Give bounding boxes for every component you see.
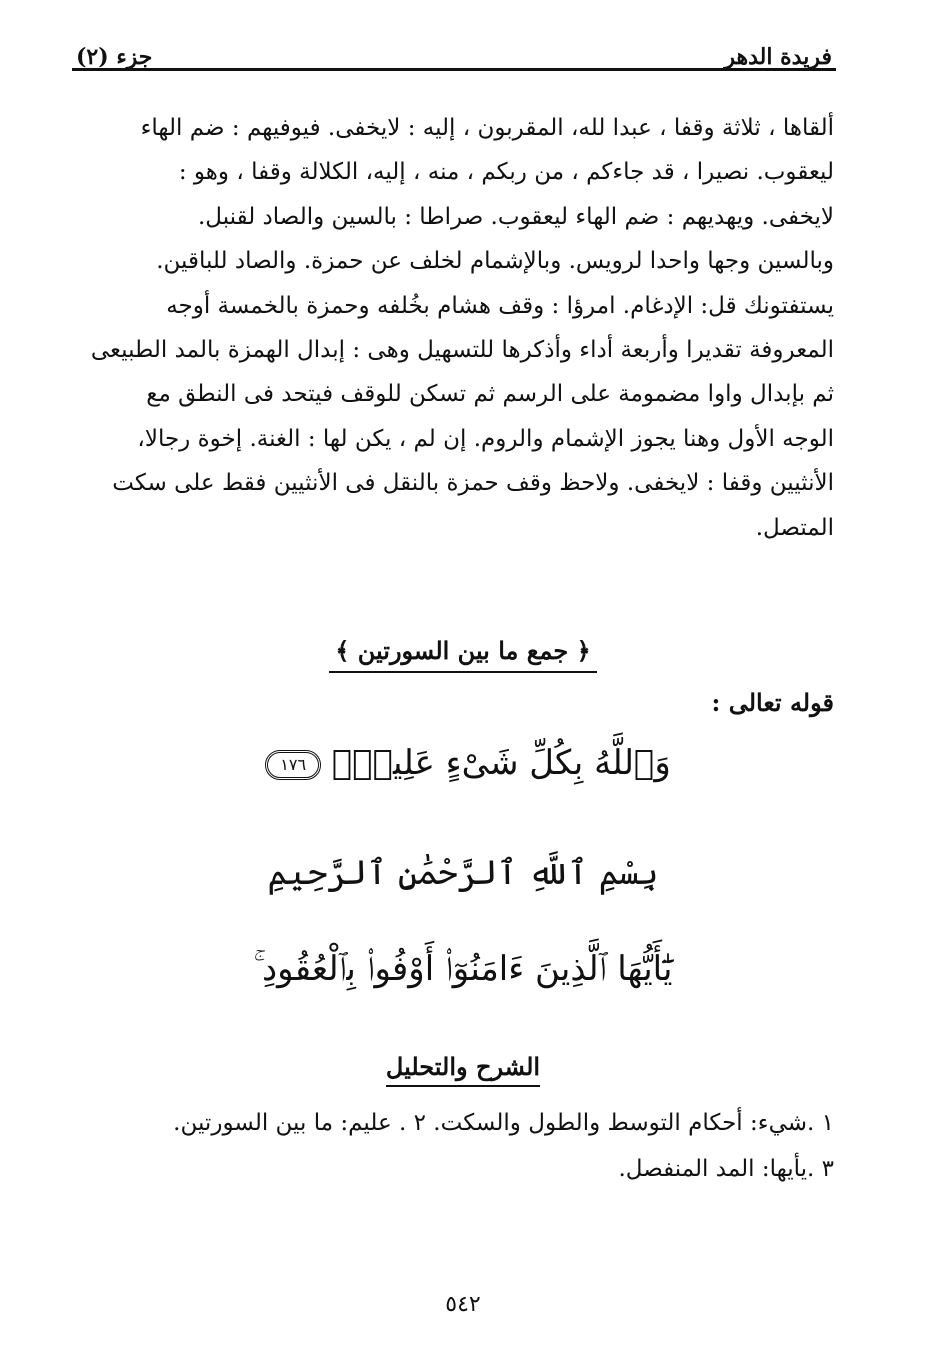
body-line: يستفتونك قل: الإدغام. امرؤا : وقف هشام بخُلفه وحمزة بالخمسة أوجه	[166, 292, 834, 319]
book-title: فريدة الدهر	[724, 44, 832, 70]
basmala-text: بِسْمِ ٱللَّهِ ٱلرَّحْمَٰنِ ٱلرَّحِيمِ	[267, 853, 659, 893]
running-header	[76, 36, 832, 70]
body-line: المتصل.	[755, 514, 834, 541]
ayah-number-marker: ١٧٦	[265, 750, 321, 780]
body-line: الأنثيين وقفا : لايخفى. ولاحظ وقف حمزة بالنقل فى الأنثيين فقط على سكت	[112, 470, 834, 497]
body-line: ثم بإبدال واوا مضمومة على الرسم ثم تسكن للوقف فيتحد فى النطق مع	[146, 381, 834, 408]
section-heading-text: ﴿ جمع ما بين السورتين ﴾	[329, 636, 596, 673]
body-line: الوجه الأول وهنا يجوز الإشمام والروم. إن لم ، يكن لها : الغنة. إخوة رجالا،	[137, 425, 834, 452]
analysis-heading-text: الشرح والتحليل	[386, 1052, 540, 1087]
part-label: جزء (٢)	[76, 44, 153, 70]
body-paragraph	[76, 106, 834, 550]
basmala	[0, 848, 926, 898]
body-line: ليعقوب. نصيرا ، قد جاءكم ، من ربكم ، منه ، إليه، الكلالة وقفا ، وهو :	[178, 159, 834, 186]
analysis-heading	[0, 1052, 926, 1087]
verse-opening	[0, 944, 926, 994]
analysis-notes	[96, 1100, 834, 1192]
section-heading	[0, 636, 926, 673]
page-number: ٥٤٢	[445, 1292, 481, 1317]
body-line: المعروفة تقديرا وأربعة أداء وأذكرها للتسهيل وهى : إبدال الهمزة بالمد الطبيعى	[90, 337, 834, 364]
body-line: ألقاها ، ثلاثة وقفا ، عبدا لله، المقربون ، إليه : لايخفى. فيوفيهم : ضم الهاء	[140, 115, 834, 141]
verse-text: وَٱللَّهُ بِكُلِّ شَىْءٍ عَلِيمٌۢ	[331, 743, 671, 783]
body-line: لايخفى. ويهديهم : ضم الهاء ليعقوب. صراطا : بالسين والصاد لقنبل.	[197, 203, 834, 230]
analysis-line: ١ .شيء: أحكام التوسط والطول والسكت. ٢ . عليم: ما بين السورتين.	[173, 1110, 834, 1136]
header-rule	[72, 68, 836, 71]
verse-text: يَٰٓأَيُّهَا ٱلَّذِينَ ءَامَنُوٓا۟ أَوْفُوا۟ بِٱلْعُقُودِ ۚ	[253, 949, 673, 989]
body-line: وبالسين وجها واحدا لرويس. وبالإشمام لخلف عن حمزة. والصاد للباقين.	[156, 248, 834, 275]
verse-ending	[0, 738, 926, 788]
analysis-line: ٣ .يأيها: المد المنفصل.	[618, 1156, 834, 1182]
qawl-label: قوله تعالى :	[711, 688, 834, 717]
